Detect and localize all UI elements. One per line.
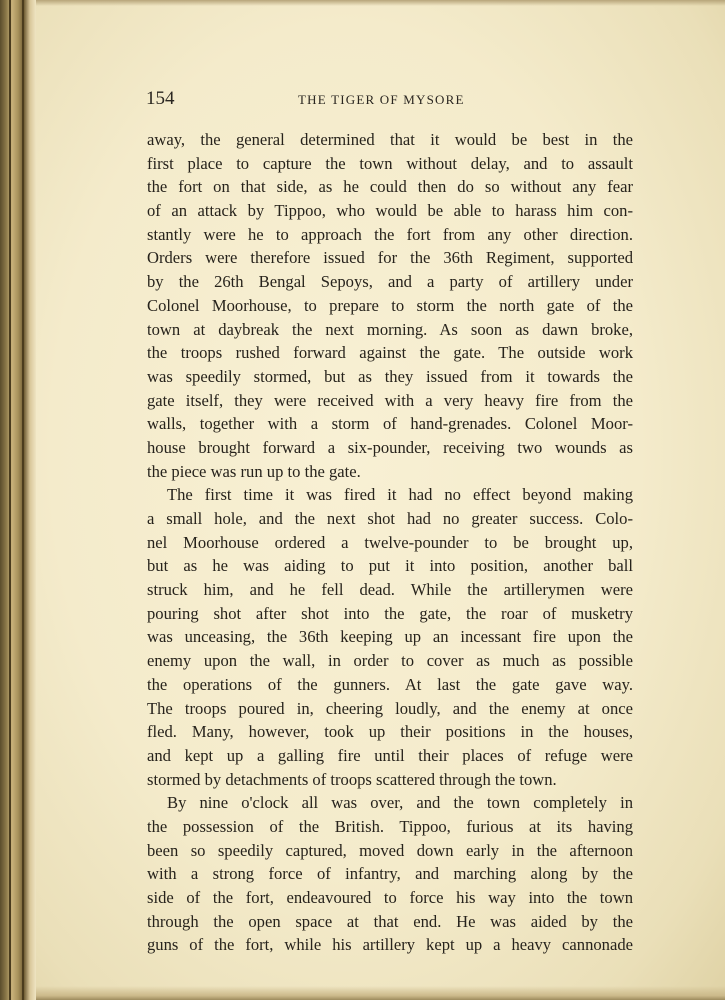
text-line: the operations of the gunners. At last the gate gave way. [147,674,633,694]
text-line: by the 26th Bengal Sepoys, and a party of artillery under [147,272,633,292]
text-line: stormed by detachments of troops scattered through the town. [147,769,557,789]
text-line: nel Moorhouse ordered a twelve-pounder to be brought up, [147,532,633,552]
running-head: THE TIGER OF MYSORE [298,92,465,107]
text-line: first place to capture the town without delay, and to assault [147,153,633,173]
text-line: The first time it was fired it had no effect beyond making [167,485,633,505]
text-line: stantly were he to approach the fort from any other direction. [147,224,633,244]
page-number: 154 [146,88,175,109]
text-line: side of the fort, endeavoured to force his way into the town [147,888,633,907]
spine-rule [22,0,24,1000]
spine-rule [9,0,11,1000]
page-bottom-edge [36,986,725,1000]
text-line: the troops rushed forward against the gate. The outside work [147,343,633,363]
text-line: The troops poured in, cheering loudly, and the enemy at once [147,698,633,718]
text-line: with a strong force of infantry, and marching along by the [147,864,633,884]
book-spine [0,0,36,1000]
text-line: been so speedily captured, moved down early in the afternoon [147,840,633,860]
text-line: walls, together with a storm of hand-grenades. Colonel Moor- [147,414,633,434]
text-line: pouring shot after shot into the gate, the roar of musketry [147,603,633,623]
text-line: fled. Many, however, took up their positions in the houses, [147,722,633,742]
text-line: through the open space at that end. He was aided by the [147,911,633,931]
text-line: enemy upon the wall, in order to cover as much as possible [147,651,633,671]
page-top-shadow [36,0,725,6]
text-line: struck him, and he fell dead. While the artillerymen were [147,580,633,600]
page-header [146,88,546,114]
text-line: guns of the fort, while his artillery kept up a heavy cannonade [147,935,633,955]
text-line: house brought forward a six-pounder, receiving two wounds as [147,437,633,457]
text-line: a small hole, and the next shot had no greater success. Colo- [147,509,633,528]
text-line: gate itself, they were received with a very heavy fire from the [147,390,633,410]
text-line: town at daybreak the next morning. As soon as dawn broke, [147,319,633,339]
text-line: Colonel Moorhouse, to prepare to storm the north gate of the [147,295,633,315]
text-line: and kept up a galling fire until their places of refuge were [147,745,633,765]
text-line: the fort on that side, as he could then do so without any fear [147,177,633,197]
text-line: but as he was aiding to put it into position, another ball [147,556,633,576]
text-line: the piece was run up to the gate. [147,461,361,481]
text-line: By nine o'clock all was over, and the town completely in [167,793,633,813]
text-line: the possession of the British. Tippoo, furious at its having [147,816,633,836]
text-line: was unceasing, the 36th keeping up an incessant fire upon the [147,627,633,647]
text-line: Orders were therefore issued for the 36th Regiment, supported [147,248,633,268]
text-line: of an attack by Tippoo, who would be able to harass him con- [147,201,633,221]
body-text [147,128,633,957]
text-line: away, the general determined that it would be best in the [147,130,633,149]
text-line: was speedily stormed, but as they issued from it towards the [147,366,633,386]
